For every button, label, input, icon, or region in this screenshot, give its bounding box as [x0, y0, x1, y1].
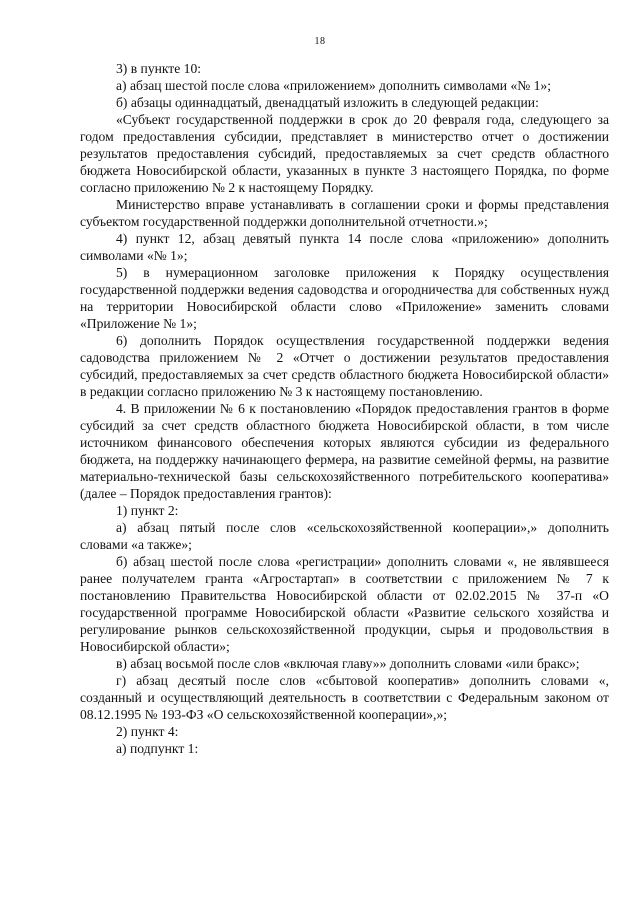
paragraph-point-2: 1) пункт 2:: [116, 503, 179, 518]
paragraph-item-6: 6) дополнить Порядок осуществления государственной поддержки ведения садоводства приложением № 2 «Отчет о достижении результатов предоставления субсидий, предоставляемых за счет средств областного бюджета Новосибирской области» в редакции согласно приложению № 3 к настоящему постановлению.: [80, 333, 609, 399]
paragraph-item-4: 4) пункт 12, абзац девятый пункта 14 после слова «приложению» дополнить символами «№ 1»;: [80, 231, 609, 263]
paragraph-quote-ministry: Министерство вправе устанавливать в соглашении сроки и формы представления субъектом государственной поддержки дополнительной отчетности.»;: [80, 197, 609, 229]
paragraph-subitem-b: б) абзацы одиннадцатый, двенадцатый изложить в следующей редакции:: [116, 95, 539, 110]
paragraph-point-2-a: а) абзац пятый после слов «сельскохозяйственной кооперации»,» дополнить словами «а также»;: [80, 520, 609, 552]
page-number: 18: [314, 36, 326, 47]
paragraph-point-2-v: в) абзац восьмой после слов «включая главу»» дополнить словами «или бракс»;: [116, 656, 580, 671]
paragraph-point-2-g: г) абзац десятый после слов «сбытовой кооператив» дополнить словами «, созданный и осуществляющий деятельность в соответствии с Федеральным законом от 08.12.1995 № 193-ФЗ «О сельскохозяйственной кооперации»,»;: [80, 673, 609, 722]
paragraph-quote-report: «Субъект государственной поддержки в срок до 20 февраля года, следующего за годом предоставления субсидии, представляет в министерство отчет о достижении результатов предоставления субсидий, предоставляемых за счет средств областного бюджета Новосибирской области, указанных в пункте 3 настоящего Порядка, по форме согласно приложению № 2 к настоящему Порядку.: [80, 112, 609, 195]
paragraph-point-2-b: б) абзац шестой после слова «регистрации» дополнить словами «, не являвшееся ранее получателем гранта «Агростартап» в соответствии с приложением № 7 к постановлению Правительства Новосибирской области от 02.02.2015 № 37-п «О государственной программе Новосибирской области «Развитие сельского хозяйства и регулирование рынков сельскохозяйственной продукции, сырья и продовольствия в Новосибирской области»;: [80, 554, 609, 654]
paragraph-item-3: 3) в пункте 10:: [116, 61, 202, 76]
paragraph-section-4: 4. В приложении № 6 к постановлению «Порядок предоставления грантов в форме субсидий за счет средств областного бюджета Новосибирской области, в том числе источником финансового обеспечения которых являются субсидии из федерального бюджета, на поддержку начинающего фермера, на развитие семейной фермы, на развитие материально-технической базы сельскохозяйственного потребительского кооператива» (далее – Порядок предоставления грантов):: [80, 401, 609, 501]
document-body: [80, 60, 609, 757]
paragraph-item-5: 5) в нумерационном заголовке приложения к Порядку осуществления государственной поддержки ведения садоводства и огородничества для собственных нужд на территории Новосибирской области слово «Приложение» заменить словами «Приложение № 1»;: [80, 265, 609, 331]
paragraph-point-4-a: а) подпункт 1:: [116, 741, 199, 756]
paragraph-subitem-a: а) абзац шестой после слова «приложением» дополнить символами «№ 1»;: [116, 78, 552, 93]
paragraph-point-4: 2) пункт 4:: [116, 724, 179, 739]
